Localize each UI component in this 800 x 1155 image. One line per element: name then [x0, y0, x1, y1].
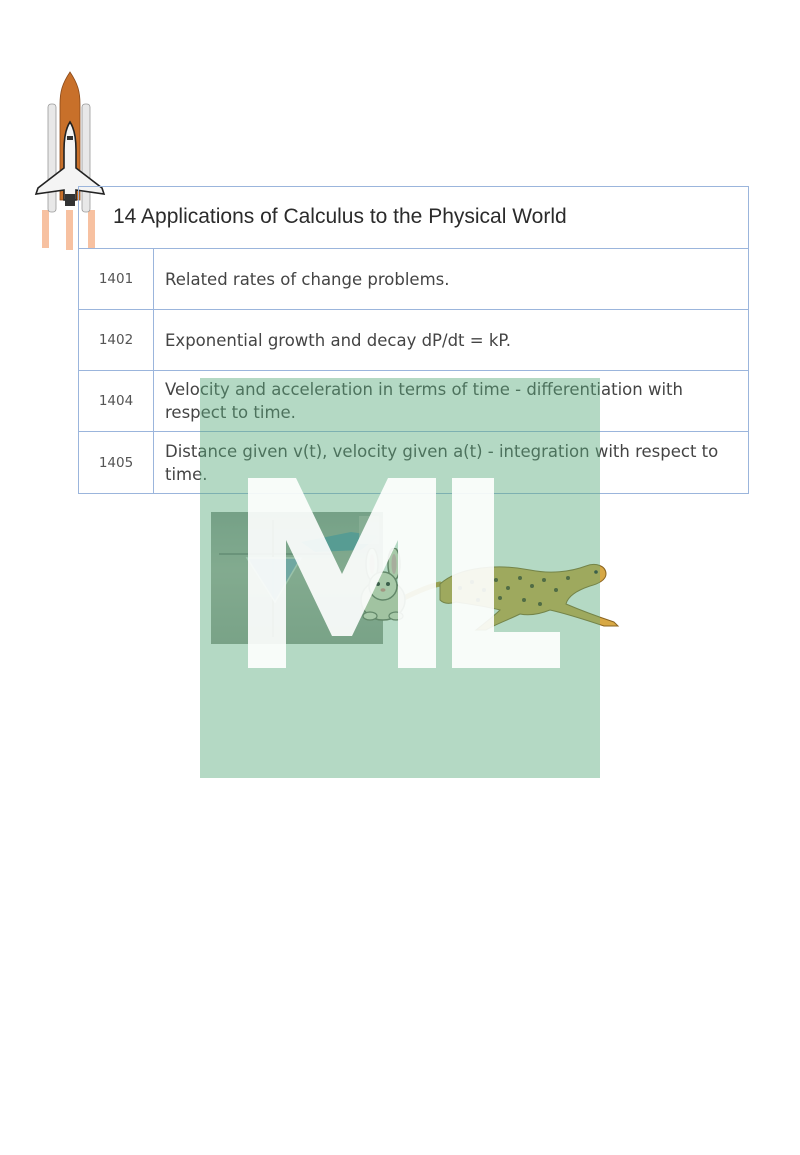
- topic-description: Velocity and acceleration in terms of time - differentiation with respect to time.: [165, 380, 683, 422]
- watermark-logo: [248, 478, 560, 668]
- table-row: [79, 249, 748, 310]
- topic-description: Exponential growth and decay dP/dt = kP.: [165, 330, 512, 350]
- topic-code: 1402: [79, 310, 154, 370]
- topic-code: 1405: [79, 432, 154, 493]
- topic-code: 1401: [79, 249, 154, 309]
- table-title: 14 Applications of Calculus to the Physical World: [113, 205, 567, 228]
- table-header: [79, 187, 748, 249]
- table-row: [79, 310, 748, 371]
- watermark: [200, 378, 600, 778]
- topic-description: Related rates of change problems.: [165, 269, 450, 289]
- topic-description: Distance given v(t), velocity given a(t) - integration with respect to time.: [165, 441, 719, 484]
- topic-code: 1404: [79, 371, 154, 431]
